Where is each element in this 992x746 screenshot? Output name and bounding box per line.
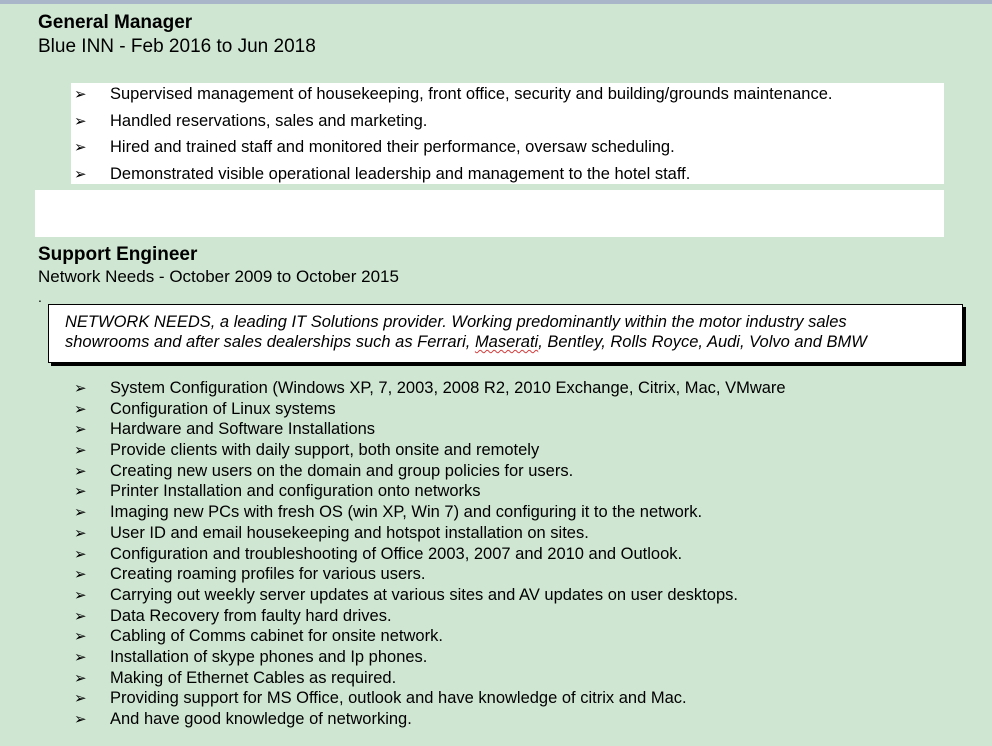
bullet-text: Making of Ethernet Cables as required. [110,668,397,687]
bullet-item [74,502,786,523]
bullet-item [74,110,833,137]
arrow-bullet-icon: ➢ [74,523,87,542]
bullet-item [74,83,833,110]
bullet-item [74,626,786,647]
arrow-bullet-icon: ➢ [74,647,87,666]
bullet-text: Provide clients with daily support, both onsite and remotely [110,441,540,460]
bullet-item [74,709,786,730]
blank-text-block[interactable] [35,190,944,237]
bullet-item [74,606,786,627]
arrow-bullet-icon: ➢ [74,85,87,103]
bullet-text: And have good knowledge of networking. [110,710,412,728]
bullet-item [74,440,786,461]
job-title-support-engineer: Support Engineer [38,244,198,265]
job-title-general-manager: General Manager [38,12,193,33]
description-text: , Bentley, Rolls Royce, Audi, Volvo and BMW [538,333,867,351]
arrow-bullet-icon: ➢ [74,710,87,728]
bullet-text: Hired and trained staff and monitored their performance, oversaw scheduling. [110,138,675,157]
bullet-item [74,523,786,544]
arrow-bullet-icon: ➢ [74,482,87,501]
bullet-item [74,481,786,502]
arrow-bullet-icon: ➢ [74,165,87,184]
job-employer-dates-network-needs: Network Needs - October 2009 to October 2015 [38,267,399,286]
arrow-bullet-icon: ➢ [74,668,87,687]
bullet-text: Configuration and troubleshooting of Office 2003, 2007 and 2010 and Outlook. [110,544,683,563]
bullet-item [74,378,786,399]
bullet-text: Creating new users on the domain and group policies for users. [110,461,574,480]
bullet-item [74,163,833,190]
bullet-text: Supervised management of housekeeping, front office, security and building/grounds maintenance. [110,85,833,103]
bullet-text: Printer Installation and configuration onto networks [110,482,481,501]
bullet-text: System Configuration (Windows XP, 7, 2003, 2008 R2, 2010 Exchange, Citrix, Mac, VMware [110,379,786,397]
bullet-item [74,647,786,668]
bullet-item [74,544,786,565]
bullet-text: Providing support for MS Office, outlook and have knowledge of citrix and Mac. [110,689,687,708]
bullet-text: Carrying out weekly server updates at various sites and AV updates on user desktops. [110,585,738,604]
bullet-text: Data Recovery from faulty hard drives. [110,606,392,625]
bullet-list-support-engineer [74,378,786,730]
top-border [0,0,992,4]
job-employer-dates-blue-inn: Blue INN - Feb 2016 to Jun 2018 [38,36,316,57]
bullet-text: Hardware and Software Installations [110,420,376,439]
arrow-bullet-icon: ➢ [74,420,87,439]
arrow-bullet-icon: ➢ [74,461,87,480]
bullet-item [74,399,786,420]
arrow-bullet-icon: ➢ [74,627,87,646]
arrow-bullet-icon: ➢ [74,503,87,522]
bullet-text: Handled reservations, sales and marketing. [110,111,428,130]
arrow-bullet-icon: ➢ [74,138,87,157]
stray-period-mark: . [38,289,42,305]
bullet-item [74,136,833,163]
bullet-text: Demonstrated visible operational leadership and management to the hotel staff. [110,165,691,184]
bullet-item [74,668,786,689]
bullet-text: Cabling of Comms cabinet for onsite network. [110,627,443,646]
arrow-bullet-icon: ➢ [74,544,87,563]
bullet-item [74,585,786,606]
bullet-item [74,461,786,482]
arrow-bullet-icon: ➢ [74,606,87,625]
arrow-bullet-icon: ➢ [74,689,87,708]
company-description-box[interactable] [48,304,963,363]
bullet-text: User ID and email housekeeping and hotspot installation on sites. [110,523,589,542]
spellcheck-flagged-word[interactable]: Maserati [474,333,539,351]
description-text: showrooms and after sales dealerships such as Ferrari, [65,333,475,351]
arrow-bullet-icon: ➢ [74,111,87,130]
bullet-item [74,688,786,709]
bullet-item [74,564,786,585]
arrow-bullet-icon: ➢ [74,585,87,604]
bullet-text: Installation of skype phones and Ip phones. [110,647,428,666]
bullet-text: Creating roaming profiles for various users. [110,565,426,584]
bullet-text: Configuration of Linux systems [110,399,336,418]
company-description-line-1: NETWORK NEEDS, a leading IT Solutions provider. Working predominantly within the motor industry sales [65,313,847,331]
arrow-bullet-icon: ➢ [74,399,87,418]
arrow-bullet-icon: ➢ [74,379,87,397]
arrow-bullet-icon: ➢ [74,441,87,460]
bullet-text: Imaging new PCs with fresh OS (win XP, Win 7) and configuring it to the network. [110,503,703,522]
bullet-list-general-manager [74,83,833,190]
company-description-line-2 [65,332,952,352]
bullet-item [74,419,786,440]
arrow-bullet-icon: ➢ [74,565,87,584]
